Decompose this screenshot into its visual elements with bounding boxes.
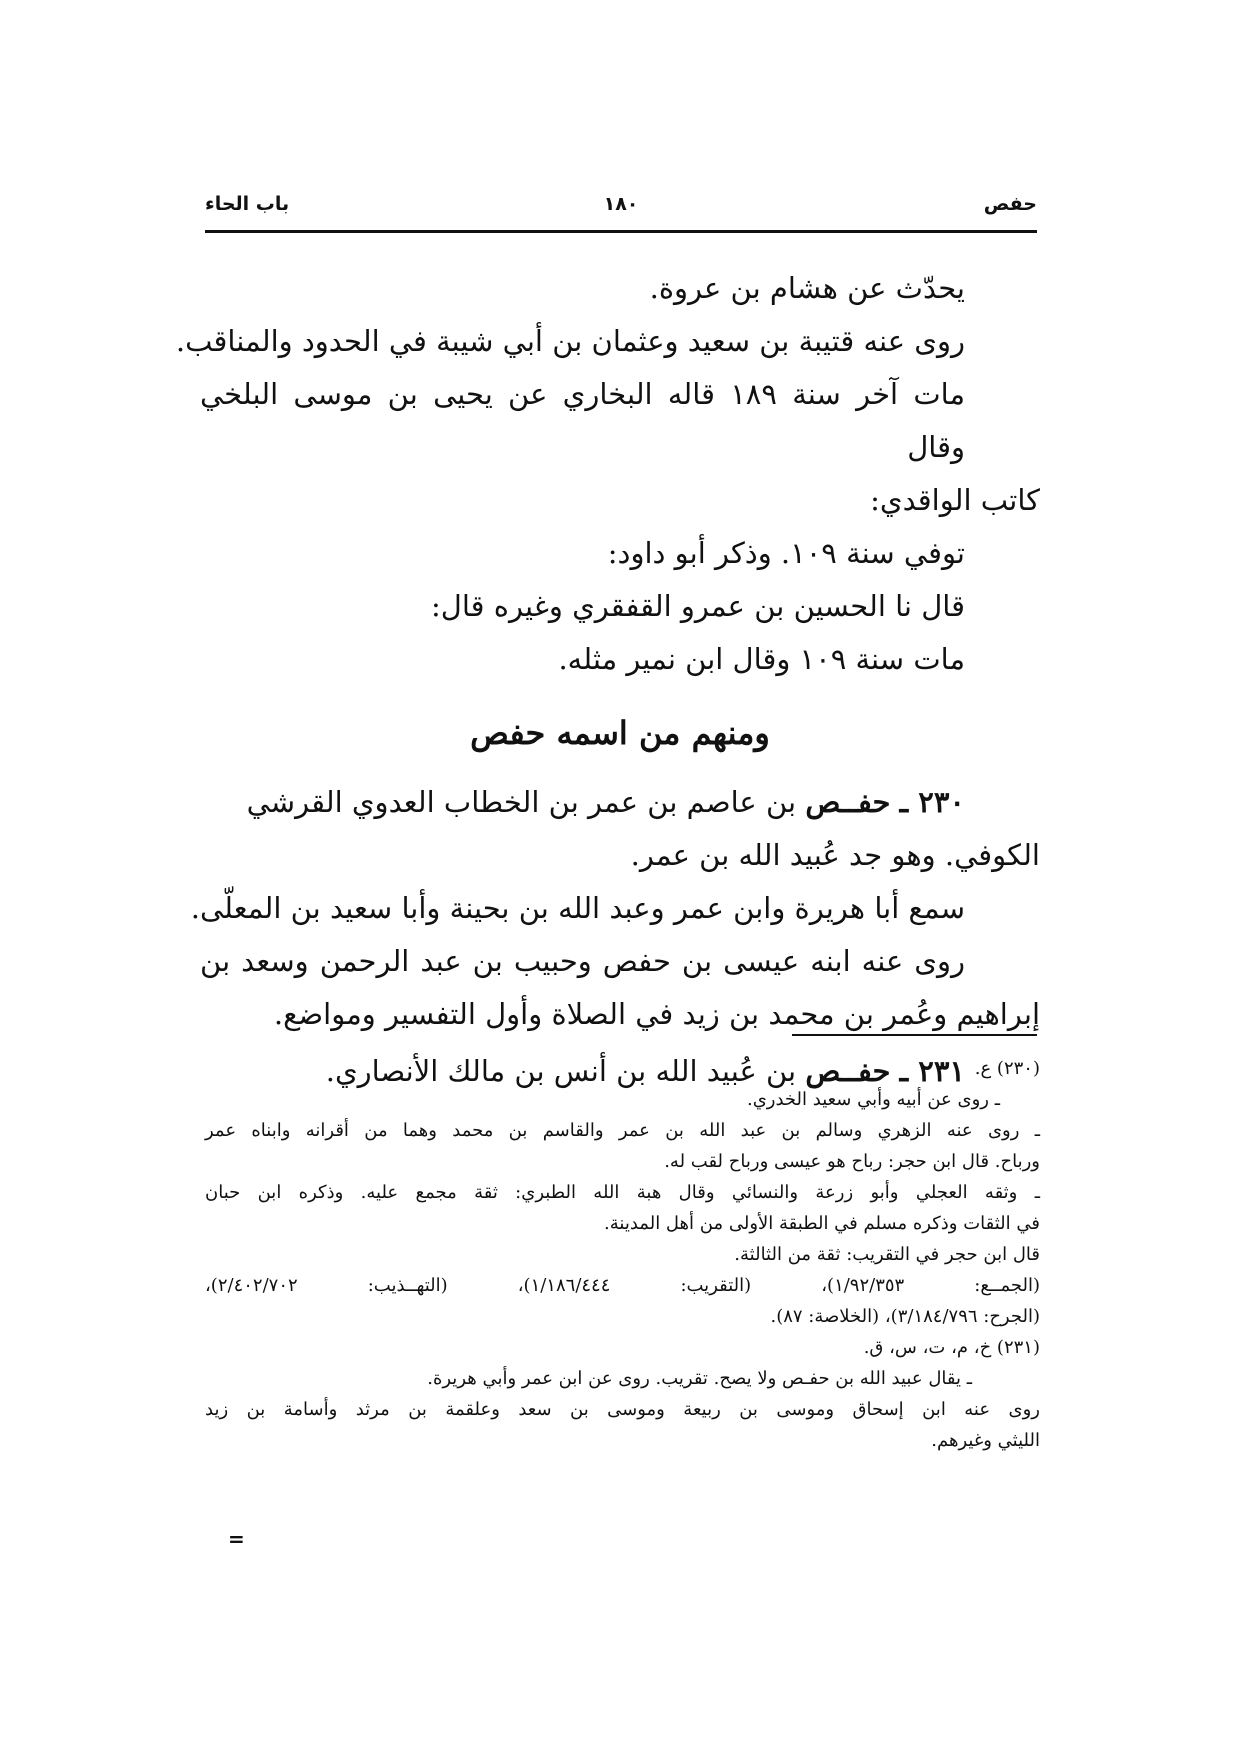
- main-text: [175, 262, 1040, 1098]
- text-line: مات آخر سنة ١٨٩ قاله البخاري عن يحيى بن موسى البلخي وقال: [200, 377, 965, 464]
- header-chapter-title: باب الحاء: [205, 193, 290, 215]
- entry-name: حفــص: [805, 1054, 891, 1088]
- footnote-line: ورباح. قال ابن حجر: رباح هو عيسى ورباح لقب له.: [664, 1151, 1040, 1172]
- footnote-line: قال ابن حجر في التقريب: ثقة من الثالثة.: [734, 1244, 1040, 1265]
- text-line: روى عنه ابنه عيسى بن حفص وحبيب بن عبد الرحمن وسعد بن: [200, 944, 965, 978]
- footnote-rule: [792, 1034, 1037, 1036]
- footnote-line: في الثقات وذكره مسلم في الطبقة الأولى من أهل المدينة.: [604, 1213, 1040, 1234]
- entry-number: ٢٣٠ ـ: [899, 785, 965, 819]
- footnote-line: الليثي وغيرهم.: [931, 1430, 1040, 1451]
- footnote-line: ـ روى عنه الزهري وسالم بن عبد الله بن عمر والقاسم بن محمد وهما من أقرانه وابناه عمر: [205, 1120, 1040, 1141]
- header-rule: [205, 230, 1037, 233]
- footnote-line: (٢٣١) خ، م، ت، س، ق.: [863, 1337, 1040, 1358]
- footnote-line: ـ وثقه العجلي وأبو زرعة والنسائي وقال هبة الله الطبري: ثقة مجمع عليه. وذكره ابن حبان: [205, 1182, 1040, 1203]
- footnote-line: (الجرح: ٣/١٨٤/٧٩٦)، (الخلاصة: ٨٧).: [770, 1306, 1040, 1327]
- footnote-line: (٢٣٠) ع.: [974, 1058, 1040, 1079]
- text-line: مات سنة ١٠٩ وقال ابن نمير مثله.: [558, 642, 965, 676]
- text-line: كاتب الواقدي:: [870, 483, 1040, 517]
- entry-text: بن عُبيد الله بن أنس بن مالك الأنصاري.: [325, 1054, 797, 1088]
- footnote-line: (الجمــع: ١/٩٢/٣٥٣)، (التقريب: ١/١٨٦/٤٤٤)، (التهــذيب: ٢/٤٠٢/٧٠٢)،: [205, 1275, 1040, 1296]
- text-line: روى عنه قتيبة بن سعيد وعثمان بن أبي شيبة في الحدود والمناقب.: [175, 324, 965, 358]
- entry-text: بن عاصم بن عمر بن الخطاب العدوي القرشي: [246, 785, 797, 819]
- text-line: سمع أبا هريرة وابن عمر وعبد الله بن بحينة وأبا سعيد بن المعلّى.: [190, 891, 965, 925]
- running-header: [205, 193, 1037, 229]
- text-line: قال نا الحسين بن عمرو القفقري وغيره قال:: [431, 589, 965, 623]
- text-line: يحدّث عن هشام بن عروة.: [649, 271, 965, 305]
- entry-name: حفــص: [805, 785, 891, 819]
- entry-number: ٢٣١ ـ: [899, 1054, 965, 1088]
- footnote-line: روى عنه ابن إسحاق وموسى بن ربيعة وموسى بن سعد وعلقمة بن مرثد وأسامة بن زيد: [205, 1399, 1040, 1420]
- section-heading: ومنهم من اسمه حفص: [470, 714, 770, 752]
- page-number: ١٨٠: [603, 193, 639, 215]
- continuation-mark: =: [228, 1527, 245, 1551]
- header-entry-name: حفص: [983, 193, 1037, 215]
- text-line: الكوفي. وهو جد عُبيد الله بن عمر.: [630, 838, 1040, 872]
- footnote-line: ـ يقال عبيد الله بن حفـص ولا يصح. تقريب. روى عن ابن عمر وأبي هريرة.: [427, 1368, 972, 1389]
- footnotes: [205, 1053, 1040, 1456]
- text-line: إبراهيم وعُمر بن محمد بن زيد في الصلاة وأول التفسير ومواضع.: [273, 997, 1040, 1031]
- text-line: توفي سنة ١٠٩. وذكر أبو داود:: [607, 536, 965, 570]
- footnote-line: ـ روى عن أبيه وأبي سعيد الخدري.: [746, 1089, 1000, 1110]
- entry-230-first-line: [200, 776, 1040, 829]
